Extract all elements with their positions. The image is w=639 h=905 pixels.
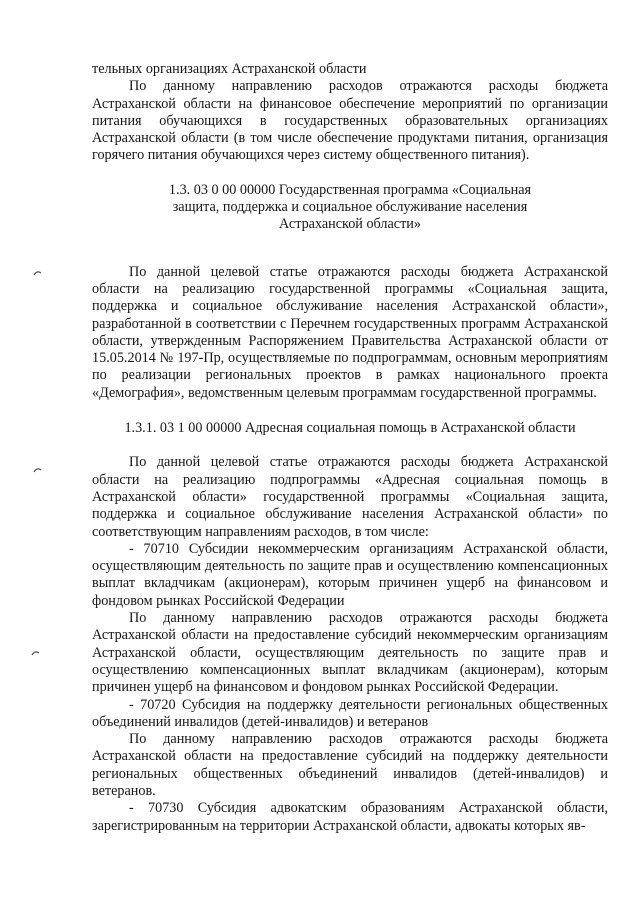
paragraph-food-expenses: По данному направлению расходов отражаются расходы бюджета Астраханской области на финансовое обеспечение мероприятий по организации питания обучающихся в государственных образовательных организациях Астраханской области (в том числе обеспечение продуктами питания, организация горячего питания обучающихся через систему общественного питания). xyxy=(92,78,608,164)
scan-mark xyxy=(33,467,42,473)
scan-mark xyxy=(31,650,40,656)
document-body xyxy=(92,61,608,835)
list-item-70730: - 70730 Субсидия адвокатским образованиям Астраханской области, зарегистрированным на территории Астраханской области, адвокаты которых яв- xyxy=(92,800,608,834)
paragraph-subprogram-expenses: По данной целевой статье отражаются расходы бюджета Астраханской области на реализацию подпрограммы «Адресная социальная помощь в Астраханской области» государственной программы «Социальная защита, поддержка и социальное обслуживание населения Астраханской области» по соответствующим направлениям расходов, в том числе: xyxy=(92,454,608,540)
paragraph-program-expenses: По данной целевой статье отражаются расходы бюджета Астраханской области на реализацию государственной программы «Социальная защита, поддержка и социальное обслуживание населения Астраханской области», разработанной в соответствии с Перечнем государственных программ Астраханской области, утвержденным Распоряжением Правительства Астраханской области от 15.05.2014 № 197-Пр, осуществляемые по подпрограммам, основным мероприятиям по реализации региональных проектов в рамках национального проекта «Демография», ведомственным целевым программам государственной программы. xyxy=(92,263,608,401)
section-heading-1-3-1: 1.3.1. 03 1 00 00000 Адресная социальная помощь в Астраханской области xyxy=(124,420,576,437)
section-heading-1-3 xyxy=(132,182,568,234)
scan-mark xyxy=(33,270,42,276)
paragraph-continuation: тельных организациях Астраханской области xyxy=(92,61,367,77)
heading-line: защита, поддержка и социальное обслуживание населения xyxy=(172,199,528,216)
list-item-70720: - 70720 Субсидия на поддержку деятельности региональных общественных объединений инвалидов (детей-инвалидов) и ветеранов xyxy=(92,696,608,730)
heading-line: 1.3. 03 0 00 00000 Государственная программа «Социальная xyxy=(168,181,532,198)
paragraph-70710-description: По данному направлению расходов отражаются расходы бюджета Астраханской области на предоставление субсидий некоммерческим организациям Астраханской области, осуществляющим деятельность по защите прав и осуществлению компенсационных выплат вкладчикам (акционерам), которым причинен ущерб на финансовом и фондовом рынках Российской Федерации. xyxy=(92,610,608,696)
list-item-70710: - 70710 Субсидии некоммерческим организациям Астраханской области, осуществляющим деятельность по защите прав и осуществлению компенсационных выплат вкладчикам (акционерам), которым причинен ущерб на финансовом и фондовом рынках Российской Федерации xyxy=(92,540,608,609)
heading-line: Астраханской области» xyxy=(279,216,421,233)
paragraph-70720-description: По данному направлению расходов отражаются расходы бюджета Астраханской области на предоставление субсидий на поддержку деятельности региональных общественных объединений инвалидов (детей-инвалидов) и ветеранов. xyxy=(92,731,608,799)
